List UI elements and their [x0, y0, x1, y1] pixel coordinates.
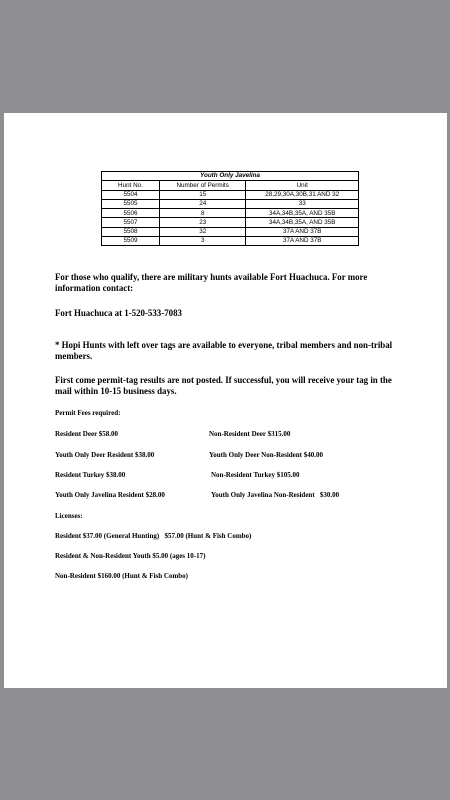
hopi-hunts-paragraph: * Hopi Hunts with left over tags are available to everyone, tribal members and non-tribal members. [55, 340, 393, 361]
fee-resident-turkey: Resident Turkey $38.00 [55, 471, 126, 479]
fee-youth-javelina-nonresident: Youth Only Javelina Non-Resident $30.00 [211, 491, 340, 499]
cell-unit: 37A AND 37B [246, 227, 359, 236]
cell-hunt-no: 5507 [102, 218, 160, 227]
youth-javelina-table [101, 171, 359, 246]
cell-permits: 15 [159, 190, 245, 199]
cell-hunt-no: 5506 [102, 209, 160, 218]
cell-permits: 3 [159, 237, 245, 246]
document-page [4, 113, 447, 688]
military-hunts-paragraph: For those who qualify, there are military hunts available Fort Huachuca. For more information contact: [55, 272, 368, 293]
cell-unit: 28,29,30A,30B,31 AND 32 [246, 190, 359, 199]
header-hunt-no: Hunt No. [102, 181, 160, 190]
cell-hunt-no: 5508 [102, 227, 160, 236]
fee-nonresident-turkey: Non-Resident Turkey $105.00 [211, 471, 300, 479]
table-row [102, 237, 359, 246]
table-row [102, 190, 359, 199]
cell-hunt-no: 5505 [102, 199, 160, 208]
table-row [102, 218, 359, 227]
cell-unit: 34A,34B,35A, AND 35B [246, 218, 359, 227]
fee-youth-deer-nonresident: Youth Only Deer Non-Resident $40.00 [209, 451, 324, 459]
table-row [102, 209, 359, 218]
table-row [102, 199, 359, 208]
cell-permits: 8 [159, 209, 245, 218]
fee-nonresident-deer: Non-Resident Deer $315.00 [209, 430, 291, 438]
fee-resident-deer: Resident Deer $58.00 [55, 430, 119, 438]
cell-permits: 32 [159, 227, 245, 236]
cell-unit: 34A,34B,35A, AND 35B [246, 209, 359, 218]
license-nonresident: Non-Resident $160.00 (Hunt & Fish Combo) [55, 572, 189, 580]
first-come-paragraph: First come permit-tag results are not posted. If successful, you will receive your tag in the mail within 10-15 business days. [55, 375, 392, 396]
cell-hunt-no: 5509 [102, 237, 160, 246]
licenses-heading: Licenses: [55, 512, 83, 520]
header-unit: Unit [246, 181, 359, 190]
fort-huachuca-contact: Fort Huachuca at 1-520-533-7083 [55, 308, 182, 318]
table-title: Youth Only Javelina [102, 172, 359, 181]
cell-permits: 23 [159, 218, 245, 227]
license-youth: Resident & Non-Resident Youth $5.00 (ages 10-17) [55, 552, 206, 560]
cell-permits: 24 [159, 199, 245, 208]
cell-hunt-no: 5504 [102, 190, 160, 199]
table-row [102, 227, 359, 236]
fee-youth-javelina-resident: Youth Only Javelina Resident $28.00 [55, 491, 165, 499]
cell-unit: 37A AND 37B [246, 237, 359, 246]
license-resident: Resident $37.00 (General Hunting) $57.00 (Hunt & Fish Combo) [55, 532, 252, 540]
header-permits: Number of Permits [159, 181, 245, 190]
permit-fees-heading: Permit Fees required: [55, 409, 121, 417]
cell-unit: 33 [246, 199, 359, 208]
fee-youth-deer-resident: Youth Only Deer Resident $38.00 [55, 451, 155, 459]
